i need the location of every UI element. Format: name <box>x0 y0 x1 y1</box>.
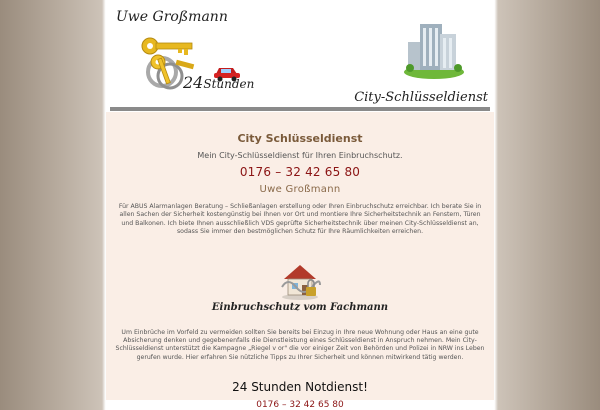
main-content <box>106 112 494 410</box>
hours-number: 24 <box>183 73 204 92</box>
header-brand: City-Schlüsseldienst <box>354 90 488 105</box>
phone-number[interactable]: 0176 – 32 42 65 80 <box>239 165 361 179</box>
owner-name: Uwe Großmann <box>259 184 341 195</box>
section-paragraph: Um Einbrüche im Vorfeld zu vermeiden sollten Sie bereits bei Einzug in Ihre neue Wohnung oder Haus an eine gute Absicherung denken und gegebenenfalls die Dienstleistung eines Schlüsseldienst in Anspruch nehmen. Mein City-Schlüsseldienst unterstützt die Kampagne „Riegel v or" die vor einiger Zeit von Behörden und Polizei in NRW ins Leben gerufen wurde. Hier erfahren Sie nützliche Tipps zu Ihrer Sicherheit und können mitwirkend tätig werden. <box>115 328 485 361</box>
site-header <box>106 0 494 112</box>
hours-word: Stunden <box>203 77 255 91</box>
page-container <box>106 0 494 410</box>
intro-paragraph: Für ABUS Alarmanlagen Beratung – Schließanlagen erstellung oder Ihren Einbruchschutz erreichbar. Ich berate Sie in allen Sachen der Sicherheit kostengünstig bei Ihnen vor Ort und montiere Ihre Sicherheitstechnik an Fenstern, Türen und Balkonen. Ich biete Ihnen ausschließlich VDS geprüfte Sicherheitstechnik über meinen City-Schlüsseldienst an, sodass Sie immer den bestmöglichen Schutz für Ihre Räumlichkeiten erreichen. <box>118 203 482 236</box>
emergency-phone[interactable]: 0176 – 32 42 65 80 <box>256 400 344 410</box>
office-building-icon <box>402 18 466 80</box>
emergency-heading: 24 Stunden Notdienst! <box>232 380 368 395</box>
section-title: Einbruchschutz vom Fachmann <box>211 301 389 313</box>
header-divider <box>110 107 490 111</box>
page-subtitle: Mein City-Schlüsseldienst für Ihren Einbruchschutz. <box>197 151 403 160</box>
house-lock-icon <box>278 257 322 301</box>
page-title: City Schlüsseldienst <box>237 132 363 145</box>
header-owner-name: Uwe Großmann <box>116 9 228 25</box>
hours-badge <box>183 73 254 92</box>
